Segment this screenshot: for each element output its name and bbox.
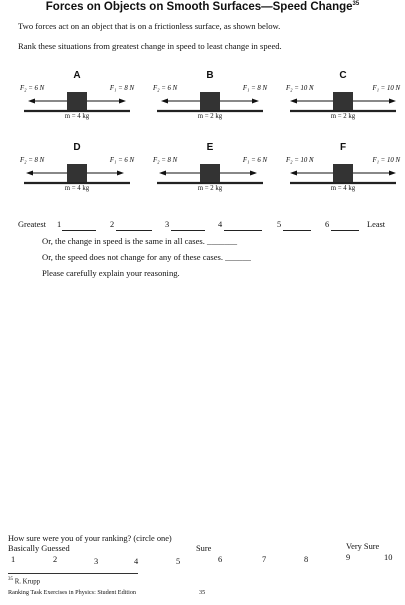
no-change-line[interactable]: Or, the speed does not change for any of these cases. ______ [42,252,251,262]
confidence-option-6[interactable]: 6 [218,555,223,564]
panel-label: F [339,142,347,153]
confidence-option-1[interactable]: 1 [11,555,16,564]
title-text: Forces on Objects on Smooth Surfaces—Speed Change [45,1,353,13]
footnote-rule [8,573,138,574]
f1-label: F₁ = 8 N [109,85,134,92]
mass-label: m = 2 kg [197,185,223,192]
reasoning-answer-area[interactable] [18,285,388,525]
rank-number-3: 3 [165,220,170,229]
greatest-label: Greatest [18,220,46,229]
block [200,92,220,110]
block [333,92,353,110]
panel-f [284,142,402,198]
force-diagram [284,153,402,187]
panel-label: D [73,142,81,153]
f2-label: F₂ = 10 N [286,157,314,164]
title-footnote-marker: 35 [352,1,360,8]
confidence-option-2[interactable]: 2 [53,555,58,564]
mass-label: m = 2 kg [330,113,356,120]
mass-label: m = 4 kg [64,113,90,120]
f2-label: F₂ = 8 N [20,157,45,164]
panel-b [151,70,269,126]
confidence-question: How sure were you of your ranking? (circle one) [8,534,172,543]
panel-a [18,70,136,126]
arrowhead-right [250,171,257,176]
f1-label: F₁ = 6 N [242,157,267,164]
rank-blank-2[interactable] [116,230,152,231]
f1-label: F₁ = 10 N [372,85,400,92]
force-diagram [18,153,136,187]
f2-label: F₂ = 6 N [153,85,178,92]
panel-label: B [206,70,214,81]
arrowhead-left [159,171,166,176]
force-diagram [151,81,269,115]
footnote-number: 35 [8,577,13,582]
arrowhead-right [117,171,124,176]
rank-number-1: 1 [57,220,62,229]
f2-label: F₂ = 10 N [286,85,314,92]
arrowhead-right [252,99,259,104]
f1-label: F₁ = 6 N [109,157,134,164]
arrowhead-right [119,99,126,104]
rank-number-6: 6 [325,220,330,229]
block [67,164,87,182]
mass-label: m = 4 kg [330,185,356,192]
arrowhead-left [28,99,35,104]
mass-label: m = 2 kg [197,113,223,120]
least-label: Least [367,220,386,229]
intro-text: Two forces act on an object that is on a frictionless surface, as shown below. [18,21,281,31]
rank-number-5: 5 [277,220,282,229]
mass-label: m = 4 kg [64,185,90,192]
arrowhead-right [389,171,396,176]
sure-label: Sure [196,544,212,553]
arrowhead-left [290,171,297,176]
rank-blank-1[interactable] [62,230,96,231]
rank-blank-5[interactable] [283,230,311,231]
basically-guessed-label: Basically Guessed [8,544,70,553]
panel-label: A [73,70,81,81]
f1-label: F₁ = 8 N [242,85,267,92]
panel-d [18,142,136,198]
page-number: 35 [199,589,206,596]
force-diagram [284,81,402,115]
block [200,164,220,182]
footer-book-title: Ranking Task Exercises in Physics: Student Edition [8,589,137,596]
very-sure-label: Very Sure [346,542,380,551]
confidence-option-8[interactable]: 8 [304,555,309,564]
footnote-author: R. Krupp [14,578,41,586]
panel-c [284,70,402,126]
arrowhead-left [290,99,297,104]
f2-label: F₂ = 6 N [20,85,45,92]
instruction-text: Rank these situations from greatest change in speed to least change in speed. [18,41,282,51]
arrowhead-left [26,171,33,176]
rank-blank-6[interactable] [331,230,359,231]
rank-blank-3[interactable] [171,230,205,231]
confidence-option-10[interactable]: 10 [384,553,393,562]
panel-label: E [206,142,214,153]
confidence-option-5[interactable]: 5 [176,557,181,566]
rank-blank-4[interactable] [224,230,262,231]
confidence-option-7[interactable]: 7 [262,555,267,564]
same-in-all-cases-line[interactable]: Or, the change in speed is the same in all cases. _______ [42,236,238,246]
explain-prompt: Please carefully explain your reasoning. [42,268,180,278]
arrowhead-right [389,99,396,104]
confidence-option-4[interactable]: 4 [134,557,139,566]
panel-label: C [339,70,347,81]
f1-label: F₁ = 10 N [372,157,400,164]
panel-e [151,142,269,198]
page-title [0,1,405,13]
force-diagram [151,153,269,187]
rank-number-2: 2 [110,220,115,229]
footnote [8,577,40,585]
force-diagram [18,81,136,115]
block [333,164,353,182]
f2-label: F₂ = 8 N [153,157,178,164]
block [67,92,87,110]
arrowhead-left [161,99,168,104]
confidence-option-3[interactable]: 3 [94,557,99,566]
rank-number-4: 4 [218,220,223,229]
confidence-option-9[interactable]: 9 [346,553,351,562]
